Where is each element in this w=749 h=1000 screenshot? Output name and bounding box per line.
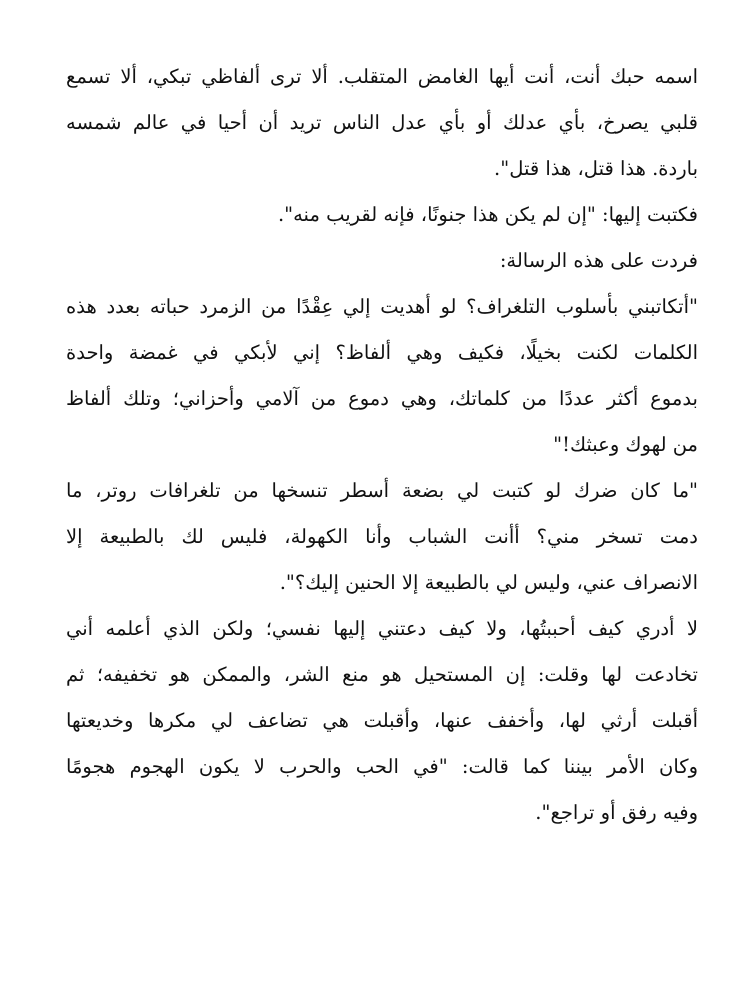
- text-line: اسمه حبك أنت، أنت أيها الغامض المتقلب. ألا ترى ألفاظي تبكي، ألا تسمع: [66, 65, 698, 88]
- text-line: تخادعت لها وقلت: إن المستحيل هو منع الشر، والممكن هو تخفيفه؛ ثم: [66, 663, 698, 686]
- text-line: باردة. هذا قتل، هذا قتل".: [494, 157, 698, 180]
- text-line: فردت على هذه الرسالة:: [499, 249, 698, 272]
- text-line: وفيه رفق أو تراجع".: [535, 801, 698, 824]
- text-line: الكلمات لكنت بخيلًا، فكيف وهي ألفاظ؟ إني لأبكي في غمضة واحدة: [66, 341, 698, 364]
- text-line: أقبلت أرثي لها، وأخفف عنها، وأقبلت هي تضاعف لي مكرها وخديعتها: [66, 709, 698, 732]
- text-line: من لهوك وعبثك!": [553, 433, 698, 456]
- text-line: فكتبت إليها: "إن لم يكن هذا جنونًا، فإنه لقريب منه".: [277, 203, 698, 226]
- text-line: لا أدري كيف أحببتُها، ولا كيف دعتني إليها نفسي؛ ولكن الذي أعلمه أني: [66, 617, 698, 640]
- text-line: قلبي يصرخ، بأي عدلك أو بأي عدل الناس تريد أن أحيا في عالم شمسه: [66, 111, 698, 134]
- text-line: دمت تسخر مني؟ أأنت الشباب وأنا الكهولة، فليس لك بالطبيعة إلا: [66, 525, 698, 548]
- text-line: الانصراف عني، وليس لي بالطبيعة إلا الحنين إليك؟".: [279, 571, 698, 594]
- text-line: "أتكاتبني بأسلوب التلغراف؟ لو أهديت إلي عِقْدًا من الزمرد حباته بعدد هذه: [66, 295, 698, 318]
- text-line: وكان الأمر بيننا كما قالت: "في الحب والحرب لا يكون الهجوم هجومًا: [66, 755, 698, 778]
- document-page: [66, 59, 698, 841]
- text-line: "ما كان ضرك لو كتبت لي بضعة أسطر تنسخها من تلغرافات روتر، ما: [66, 479, 698, 502]
- text-line: بدموع أكثر عددًا من كلماتك، وهي دموع من آلامي وأحزاني؛ وتلك ألفاظ: [66, 387, 698, 410]
